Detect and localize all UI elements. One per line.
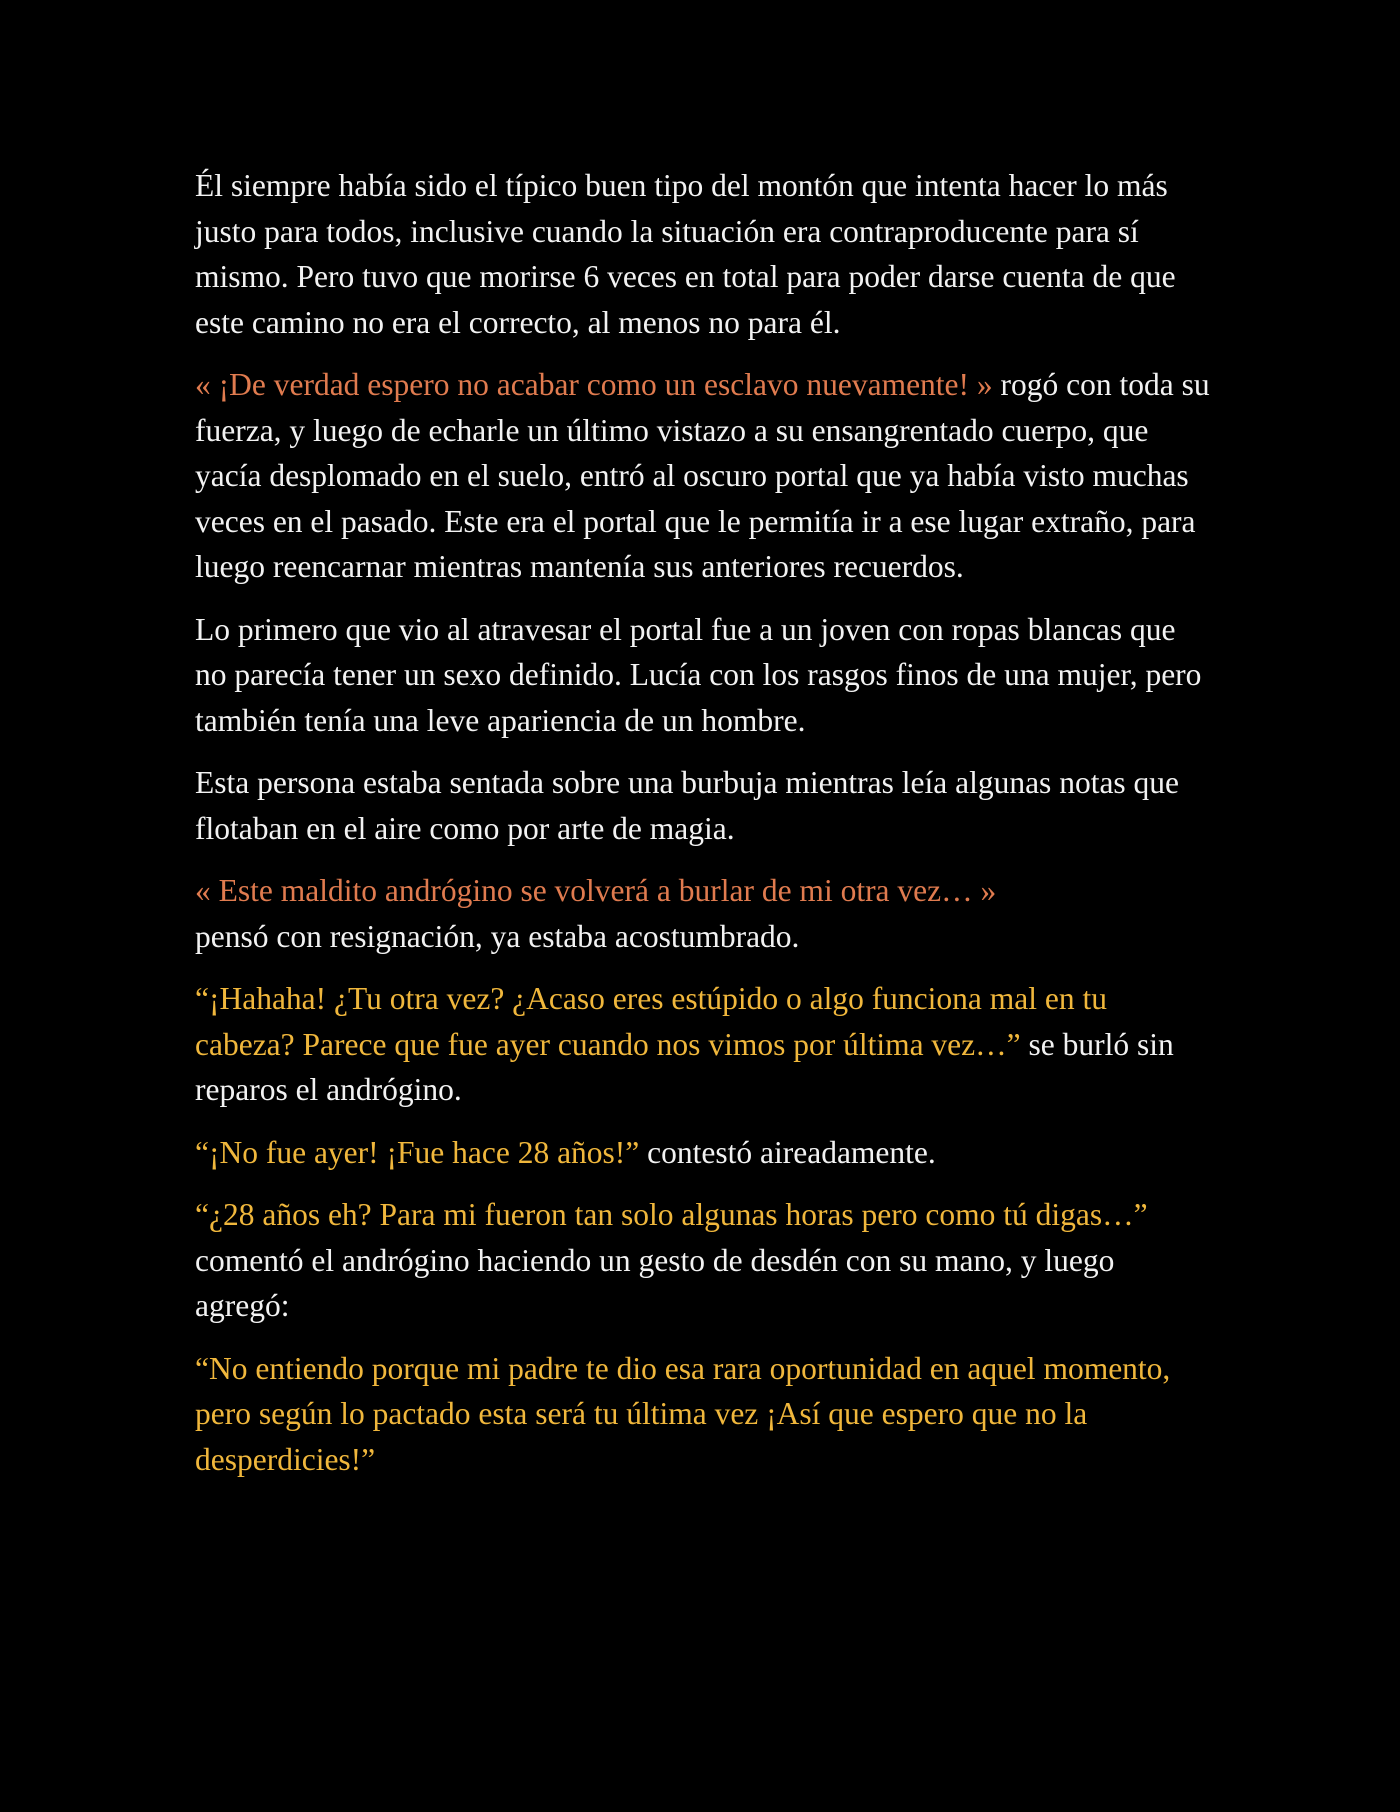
paragraph-4 xyxy=(195,760,1210,851)
paragraph-6 xyxy=(195,976,1210,1113)
narration-text: pensó con resignación, ya estaba acostumbrado. xyxy=(195,918,800,954)
narration-text: comentó el andrógino haciendo un gesto de desdén con su mano, y luego agregó: xyxy=(195,1242,1115,1323)
paragraph-3 xyxy=(195,607,1210,744)
narration-text: rogó con toda su fuerza, y luego de echarle un último vistazo a su ensangrentado cuerpo, que yacía desplomado en el suelo, entró al oscuro portal que ya había visto muchas veces en el pasado. Este era el portal que le permitía ir a ese lugar extraño, para luego reencarnar mientras mantenía sus anteriores recuerdos. xyxy=(195,367,1210,584)
thought-text: « ¡De verdad espero no acabar como un esclavo nuevamente! » xyxy=(195,367,993,402)
dialogue-text: “No entiendo porque mi padre te dio esa rara oportunidad en aquel momento, pero según lo pactado esta será tu última vez ¡Así que espero que no la desperdicies!” xyxy=(195,1350,1171,1477)
narration-text: Lo primero que vio al atravesar el portal fue a un joven con ropas blancas que no parecía tener un sexo definido. Lucía con los rasgos finos de una mujer, pero también tenía una leve apariencia de un hombre. xyxy=(195,611,1202,738)
paragraph-5 xyxy=(195,868,1210,959)
book-page xyxy=(195,163,1210,1499)
paragraph-2 xyxy=(195,362,1210,590)
narration-text: Él siempre había sido el típico buen tipo del montón que intenta hacer lo más justo para todos, inclusive cuando la situación era contraproducente para sí mismo. Pero tuvo que morirse 6 veces en total para poder darse cuenta de que este camino no era el correcto, al menos no para él. xyxy=(195,168,1176,340)
narration-text: Esta persona estaba sentada sobre una burbuja mientras leía algunas notas que flotaban en el aire como por arte de magia. xyxy=(195,765,1180,846)
thought-text: « Este maldito andrógino se volverá a burlar de mi otra vez… » xyxy=(195,873,997,908)
paragraph-8 xyxy=(195,1192,1210,1329)
dialogue-text: “¿28 años eh? Para mi fueron tan solo algunas horas pero como tú digas…” xyxy=(195,1197,1148,1232)
narration-text: contestó aireadamente. xyxy=(639,1134,936,1170)
dialogue-text: “¡No fue ayer! ¡Fue hace 28 años!” xyxy=(195,1134,640,1170)
paragraph-7 xyxy=(195,1130,1210,1176)
dialogue-text: “¡Hahaha! ¿Tu otra vez? ¿Acaso eres estúpido o algo funciona mal en tu cabeza? Parece que fue ayer cuando nos vimos por última vez…” xyxy=(195,981,1107,1062)
paragraph-1 xyxy=(195,163,1210,345)
paragraph-9 xyxy=(195,1346,1210,1483)
narration-text: se burló sin reparos el andrógino. xyxy=(195,1026,1174,1107)
